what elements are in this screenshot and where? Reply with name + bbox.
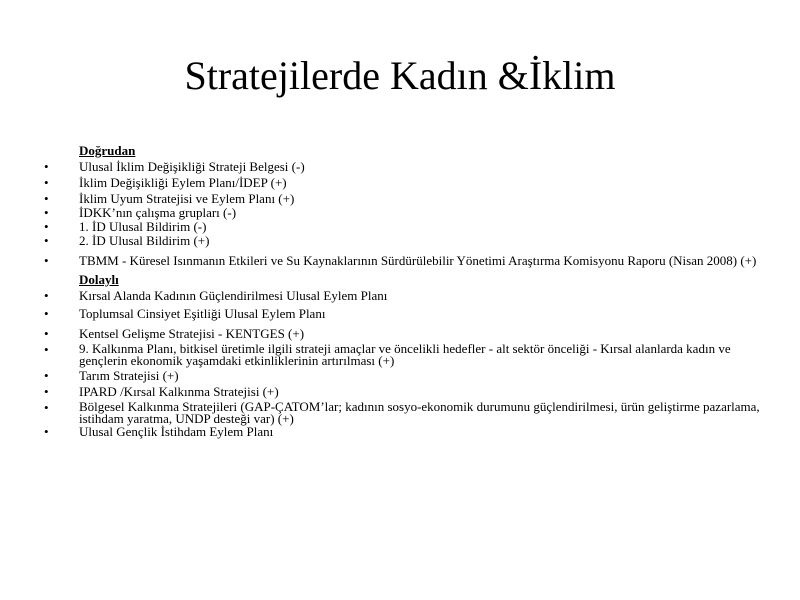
bullet-icon: • bbox=[44, 191, 49, 206]
bullet-icon: • bbox=[44, 205, 49, 220]
list-item-text: 9. Kalkınma Planı, bitkisel üretimle ilgili strateji amaçlar ve öncelikli hedefler - alt sektör önceliği - Kırsal alanlarda kadın ve gençlerin ekonomik yaşamdaki etkinliklerinin artırılması (+) bbox=[79, 341, 731, 368]
list-item-text: Tarım Stratejisi (+) bbox=[79, 368, 179, 383]
list-item bbox=[44, 307, 764, 321]
list-item bbox=[44, 160, 764, 174]
bullet-icon: • bbox=[44, 175, 49, 190]
list-item-text: Ulusal Gençlik İstihdam Eylem Planı bbox=[79, 424, 274, 439]
list-item bbox=[44, 192, 764, 206]
list-item bbox=[44, 176, 764, 190]
section-heading-dogrudan: Doğrudan bbox=[79, 143, 136, 158]
list-item bbox=[44, 327, 764, 341]
bullet-icon: • bbox=[44, 326, 49, 341]
list-item-text: İklim Uyum Stratejisi ve Eylem Planı (+) bbox=[79, 191, 295, 206]
list-item-text: IPARD /Kırsal Kalkınma Stratejisi (+) bbox=[79, 384, 279, 399]
bullet-icon: • bbox=[44, 424, 49, 439]
list-item bbox=[44, 289, 764, 303]
slide-title: Stratejilerde Kadın &İklim bbox=[184, 53, 616, 98]
list-item-text: Kentsel Gelişme Stratejisi - KENTGES (+) bbox=[79, 326, 305, 341]
bullet-icon: • bbox=[44, 159, 49, 174]
list-item-text: İklim Değişikliği Eylem Planı/İDEP (+) bbox=[79, 175, 287, 190]
bullet-icon: • bbox=[44, 368, 49, 383]
list-item bbox=[44, 401, 764, 425]
list-item-text: Toplumsal Cinsiyet Eşitliği Ulusal Eylem Planı bbox=[79, 306, 326, 321]
list-item bbox=[44, 206, 764, 220]
bullet-icon: • bbox=[44, 400, 49, 415]
bullet-icon: • bbox=[44, 288, 49, 303]
list-item bbox=[44, 220, 764, 234]
list-item bbox=[44, 425, 764, 439]
bullet-icon: • bbox=[44, 306, 49, 321]
list-item-text: İDKK’nın çalışma grupları (-) bbox=[79, 205, 237, 220]
list-item bbox=[44, 234, 764, 248]
bullet-icon: • bbox=[44, 342, 49, 357]
list-item-text: Bölgesel Kalkınma Stratejileri (GAP-ÇATOM’lar; kadının sosyo-ekonomik durumunu güçlendirilmesi, ürün geliştirme pazarlama, istihdam yaratma, UNDP desteği var) (+) bbox=[79, 399, 760, 426]
slide-content bbox=[44, 143, 764, 439]
list-item-text: Ulusal İklim Değişikliği Strateji Belgesi (-) bbox=[79, 159, 305, 174]
bullet-icon: • bbox=[44, 253, 49, 268]
section-heading-dolayli: Dolaylı bbox=[79, 272, 119, 287]
list-item-text: Kırsal Alanda Kadının Güçlendirilmesi Ulusal Eylem Planı bbox=[79, 288, 388, 303]
bullet-icon: • bbox=[44, 384, 49, 399]
list-item-text: TBMM - Küresel Isınmanın Etkileri ve Su Kaynaklarının Sürdürülebilir Yönetimi Araştırma Komisyonu Raporu (Nisan 2008) (+) bbox=[79, 253, 757, 268]
bullet-icon: • bbox=[44, 233, 49, 248]
list-item bbox=[44, 369, 764, 383]
bullet-icon: • bbox=[44, 219, 49, 234]
list-item bbox=[44, 385, 764, 399]
list-item-text: 1. İD Ulusal Bildirim (-) bbox=[79, 219, 207, 234]
list-item bbox=[44, 254, 764, 268]
list-item bbox=[44, 343, 764, 367]
list-item-text: 2. İD Ulusal Bildirim (+) bbox=[79, 233, 210, 248]
